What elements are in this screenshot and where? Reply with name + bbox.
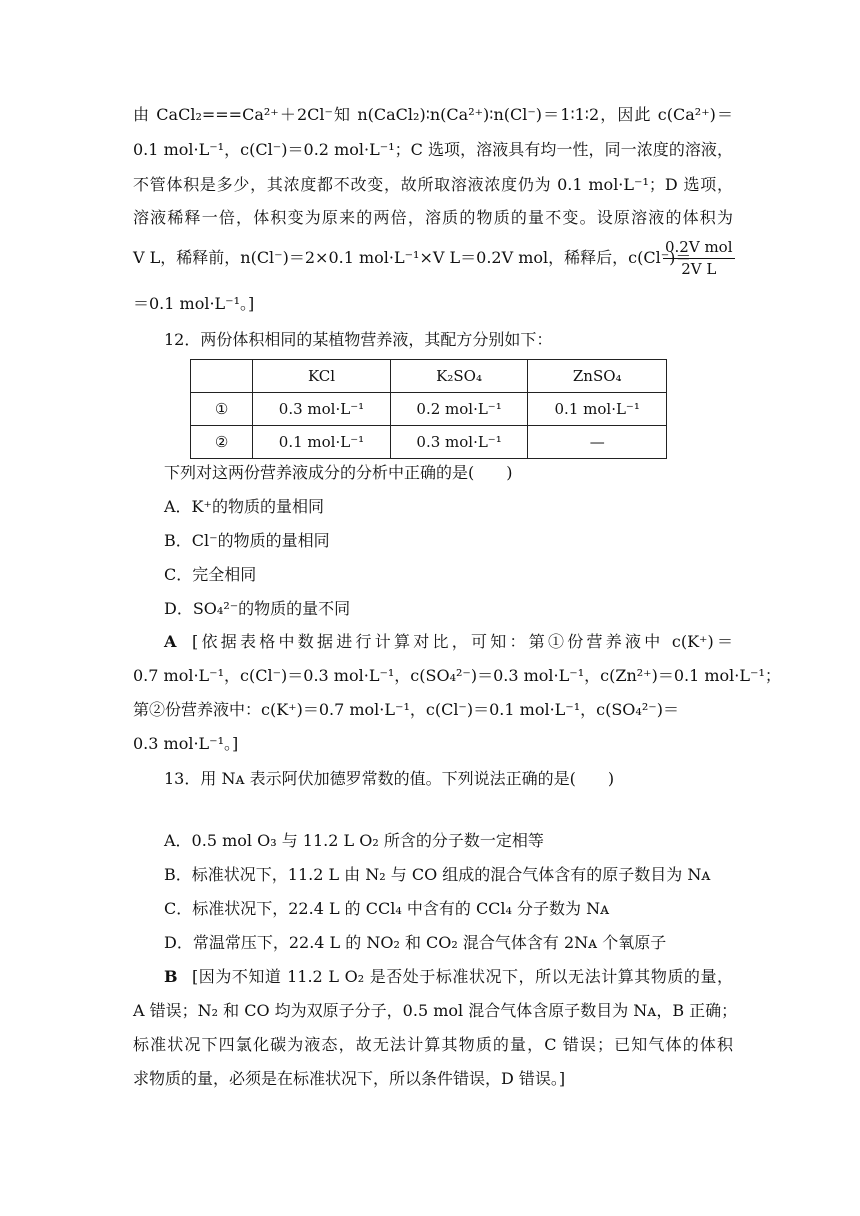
table-cell: ② — [191, 426, 253, 459]
table-cell: 0.3 mol·L⁻¹ — [390, 426, 528, 459]
question-13-answer: B — [164, 967, 178, 986]
question-12-option-b: B．Cl⁻的物质的量相同 — [164, 531, 330, 550]
question-13-explanation-line-4: 求物质的量，必须是在标准状况下，所以条件错误，D 错误。] — [133, 1069, 566, 1088]
table-header-cell — [191, 360, 253, 393]
question-13-explanation-line-3: 标准状况下四氯化碳为液态，故无法计算其物质的量，C 错误；已知气体的体积 — [133, 1035, 733, 1054]
explanation-11-line-6: ＝0.1 mol·L⁻¹。] — [133, 294, 255, 313]
explanation-11-line-1: 由 CaCl₂===Ca²⁺＋2Cl⁻知 n(CaCl₂)∶n(Ca²⁺)∶n(Cl⁻)＝1∶1∶2，因此 c(Ca²⁺)＝ — [133, 105, 733, 124]
fraction — [663, 237, 735, 279]
explanation-11-line-2: 0.1 mol·L⁻¹，c(Cl⁻)＝0.2 mol·L⁻¹；C 选项，溶液具有均一性，同一浓度的溶液， — [133, 140, 733, 159]
fraction-denominator: 2V L — [681, 260, 717, 278]
table-header-row — [191, 360, 667, 393]
question-13-option-d: D．常温常压下，22.4 L 的 NO₂ 和 CO₂ 混合气体含有 2Nᴀ 个氧原子 — [164, 933, 667, 952]
table-header-cell: KCl — [253, 360, 391, 393]
table-row — [191, 393, 667, 426]
question-13-option-b: B．标准状况下，11.2 L 由 N₂ 与 CO 组成的混合气体含有的原子数目为 Nᴀ — [164, 865, 711, 884]
question-12-explanation-line-1: [依据表格中数据进行计算对比，可知：第①份营养液中 c(K⁺)＝ — [192, 632, 733, 651]
question-13-explanation-line-1: [因为不知道 11.2 L O₂ 是否处于标准状况下，所以无法计算其物质的量， — [192, 967, 733, 986]
question-12-option-c: C．完全相同 — [164, 565, 257, 584]
question-13-explanation-line-2: A 错误；N₂ 和 CO 均为双原子分子，0.5 mol 混合气体含原子数目为 Nᴀ，B 正确； — [133, 1001, 738, 1020]
fraction-numerator: 0.2V mol — [663, 237, 735, 259]
question-12-explanation-line-3: 第②份营养液中：c(K⁺)＝0.7 mol·L⁻¹，c(Cl⁻)＝0.1 mol·L⁻¹，c(SO₄²⁻)＝ — [133, 700, 679, 719]
table-header-cell: K₂SO₄ — [390, 360, 528, 393]
question-13-option-a: A．0.5 mol O₃ 与 11.2 L O₂ 所含的分子数一定相等 — [164, 831, 544, 850]
table-cell: 0.2 mol·L⁻¹ — [390, 393, 528, 426]
table-header-cell: ZnSO₄ — [528, 360, 667, 393]
table-cell: — — [528, 426, 667, 459]
formula-table — [190, 359, 667, 459]
table-row — [191, 426, 667, 459]
question-12-stem: 12．两份体积相同的某植物营养液，其配方分别如下： — [164, 330, 553, 349]
table-cell: 0.1 mol·L⁻¹ — [253, 426, 391, 459]
explanation-11-line-3: 不管体积是多少，其浓度都不改变，故所取溶液浓度仍为 0.1 mol·L⁻¹；D 选项， — [133, 175, 733, 194]
question-12-option-d: D．SO₄²⁻的物质的量不同 — [164, 599, 351, 618]
explanation-11-line-4: 溶液稀释一倍，体积变为原来的两倍，溶质的物质的量不变。设原溶液的体积为 — [133, 208, 733, 227]
question-12-option-a: A．K⁺的物质的量相同 — [164, 497, 324, 516]
table-cell: ① — [191, 393, 253, 426]
question-13-option-c: C．标准状况下，22.4 L 的 CCl₄ 中含有的 CCl₄ 分子数为 Nᴀ — [164, 899, 610, 918]
question-12-explanation-line-2: 0.7 mol·L⁻¹，c(Cl⁻)＝0.3 mol·L⁻¹，c(SO₄²⁻)＝0.3 mol·L⁻¹，c(Zn²⁺)＝0.1 mol·L⁻¹； — [133, 666, 781, 685]
table-cell: 0.1 mol·L⁻¹ — [528, 393, 667, 426]
question-12-explanation-line-4: 0.3 mol·L⁻¹。] — [133, 734, 239, 753]
question-13-stem: 13．用 Nᴀ 表示阿伏加德罗常数的值。下列说法正确的是( ) — [164, 769, 615, 788]
table-cell: 0.3 mol·L⁻¹ — [253, 393, 391, 426]
question-12-prompt: 下列对这两份营养液成分的分析中正确的是( ) — [164, 463, 513, 482]
explanation-11-line-5: V L，稀释前，n(Cl⁻)＝2×0.1 mol·L⁻¹×V L＝0.2V mol，稀释后，c(Cl⁻)＝ — [133, 248, 692, 267]
question-12-answer: A — [164, 632, 177, 651]
